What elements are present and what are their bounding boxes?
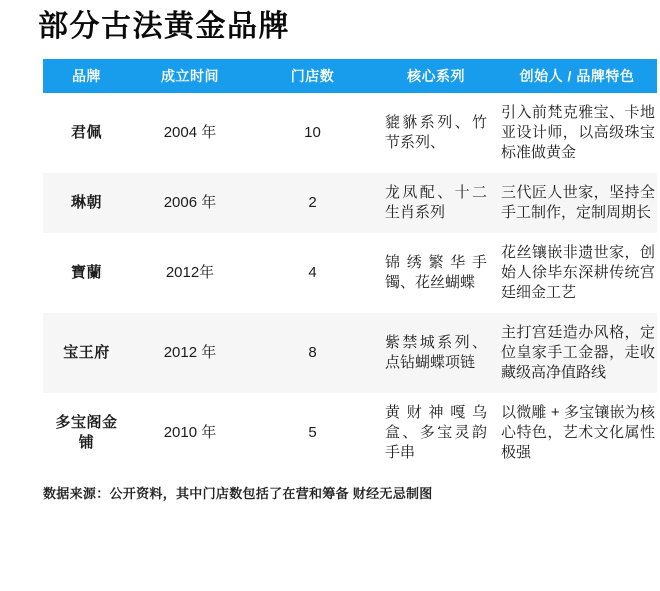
core-series: 黄财神嘎乌盒、多宝灵韵手串 <box>385 404 487 461</box>
store-count: 8 <box>250 313 375 393</box>
brand-name: 宝王府 <box>43 313 130 393</box>
store-count: 2 <box>250 173 375 233</box>
founded-year: 2012年 <box>165 264 215 281</box>
founder-features: 以微雕 + 多宝镶嵌为核心特色，艺术文化属性极强 <box>501 404 655 461</box>
brand-name: 寶蘭 <box>70 264 102 281</box>
brand-name: 君佩 <box>70 124 102 141</box>
founded-year: 2006 年 <box>130 173 250 233</box>
store-count: 10 <box>304 124 321 141</box>
founded-year: 2010 年 <box>163 424 217 441</box>
founder-features: 花丝镶嵌非遗世家，创始人徐毕东深耕传统宫廷细金工艺 <box>501 244 655 301</box>
column-header-founded: 成立时间 <box>130 59 250 93</box>
column-header-brand: 品牌 <box>43 59 130 93</box>
brand-name: 多宝阁金铺 <box>55 414 118 451</box>
core-series: 紫禁城系列、点钻蝴蝶项链 <box>375 313 497 393</box>
gold-brand-table <box>43 59 657 473</box>
founder-features: 三代匠人世家，坚持全手工制作，定制周期长 <box>497 173 657 233</box>
column-header-stores: 门店数 <box>250 59 375 93</box>
core-series: 锦绣繁华手镯、花丝蝴蝶 <box>385 254 487 291</box>
brand-name: 琳朝 <box>43 173 130 233</box>
table-row <box>43 393 657 473</box>
table-row <box>43 93 657 173</box>
store-count: 5 <box>308 424 317 441</box>
table-row <box>43 233 657 313</box>
column-header-features: 创始人 / 品牌特色 <box>497 59 657 93</box>
table-row <box>43 173 657 233</box>
store-count: 4 <box>308 264 317 281</box>
founded-year: 2004 年 <box>163 124 217 141</box>
founder-features: 主打宫廷造办风格，定位皇家手工金器，走收藏级高净值路线 <box>497 313 657 393</box>
founder-features: 引入前梵克雅宝、卡地亚设计师，以高级珠宝标准做黄金 <box>501 104 655 161</box>
header-row <box>43 59 657 93</box>
core-series: 貔貅系列、竹节系列、 <box>385 114 487 151</box>
source-note: 数据来源：公开资料，其中门店数包括了在营和筹备 财经无忌制图 <box>43 486 433 501</box>
page-title: 部分古法黄金品牌 <box>38 10 290 43</box>
core-series: 龙凤配、十二生肖系列 <box>375 173 497 233</box>
founded-year: 2012 年 <box>130 313 250 393</box>
column-header-series: 核心系列 <box>375 59 497 93</box>
table-row <box>43 313 657 393</box>
